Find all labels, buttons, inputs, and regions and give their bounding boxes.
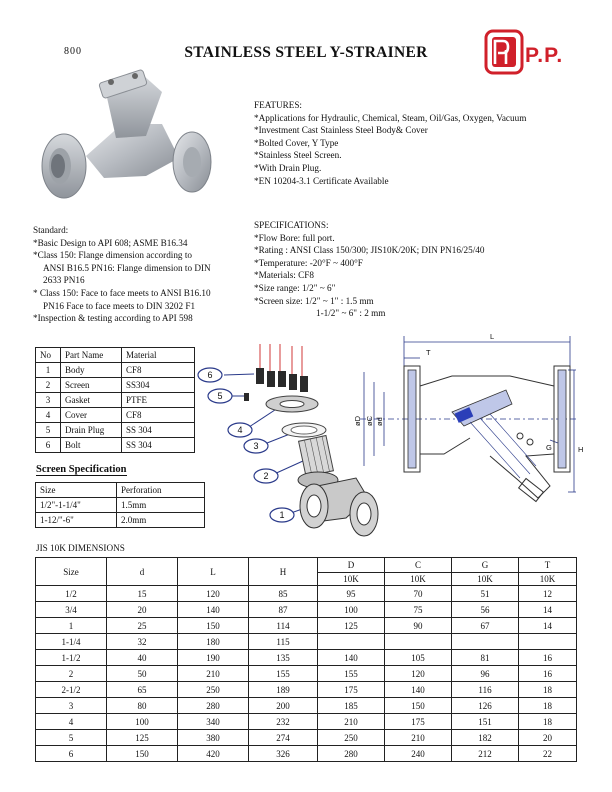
table-cell: 200 bbox=[249, 698, 318, 714]
table-cell: 5 bbox=[36, 423, 61, 438]
screen-spec-table bbox=[35, 482, 205, 528]
table-header-cell: No bbox=[36, 348, 61, 363]
table-cell: 189 bbox=[249, 682, 318, 698]
table-cell: 5 bbox=[36, 730, 107, 746]
table-cell: 1-12/"-6" bbox=[36, 513, 117, 528]
table-cell: 155 bbox=[318, 666, 385, 682]
table-cell: 180 bbox=[178, 634, 249, 650]
feature-item: *Stainless Steel Screen. bbox=[254, 150, 342, 161]
table-cell: 150 bbox=[107, 746, 178, 762]
table-cell: 3/4 bbox=[36, 602, 107, 618]
table-cell: 100 bbox=[318, 602, 385, 618]
callout-4: 4 bbox=[237, 425, 243, 435]
features-heading: FEATURES: bbox=[254, 100, 302, 110]
dim-label-g: G bbox=[546, 443, 552, 452]
dim-label-D: øD bbox=[353, 416, 362, 426]
table-header-cell: d bbox=[107, 558, 178, 586]
spec-line: *Screen size: 1/2" ~ 1" : 1.5 mm bbox=[254, 295, 374, 306]
table-cell: 96 bbox=[452, 666, 519, 682]
table-cell: 210 bbox=[318, 714, 385, 730]
table-cell: 2-1/2 bbox=[36, 682, 107, 698]
table-cell: 22 bbox=[519, 746, 577, 762]
spec-line: *Flow Bore: full port. bbox=[254, 232, 335, 243]
table-cell: 1/2"-1-1/4" bbox=[36, 498, 117, 513]
standard-line: *Class 150: Flange dimension according to bbox=[33, 250, 192, 261]
table-row bbox=[36, 513, 205, 528]
table-header-cell: D bbox=[318, 558, 385, 573]
table-cell: 126 bbox=[452, 698, 519, 714]
screen-spec-title: Screen Specification bbox=[36, 464, 127, 475]
table-row bbox=[36, 730, 577, 746]
table-cell: 125 bbox=[318, 618, 385, 634]
table-cell: 280 bbox=[178, 698, 249, 714]
feature-item: *EN 10204-3.1 Certificate Available bbox=[254, 175, 389, 186]
table-cell: 190 bbox=[178, 650, 249, 666]
spec-line: *Materials: CF8 bbox=[254, 270, 314, 281]
table-cell: 135 bbox=[249, 650, 318, 666]
table-cell: 6 bbox=[36, 746, 107, 762]
table-cell: 80 bbox=[107, 698, 178, 714]
table-cell: 326 bbox=[249, 746, 318, 762]
table-row bbox=[36, 634, 577, 650]
table-row bbox=[36, 438, 195, 453]
table-cell: 420 bbox=[178, 746, 249, 762]
table-cell: 250 bbox=[178, 682, 249, 698]
table-cell: 120 bbox=[178, 586, 249, 602]
table-cell: 75 bbox=[385, 602, 452, 618]
spec-line: *Temperature: -20°F ~ 400°F bbox=[254, 257, 363, 268]
table-cell: 1.5mm bbox=[117, 498, 205, 513]
table-cell: 1 bbox=[36, 363, 61, 378]
table-header-cell: Material bbox=[122, 348, 195, 363]
table-cell: 3 bbox=[36, 698, 107, 714]
table-cell: Screen bbox=[61, 378, 122, 393]
table-cell: 15 bbox=[107, 586, 178, 602]
table-cell: 12 bbox=[519, 586, 577, 602]
table-cell: 18 bbox=[519, 714, 577, 730]
table-cell: 18 bbox=[519, 682, 577, 698]
table-row bbox=[36, 698, 577, 714]
table-cell: 65 bbox=[107, 682, 178, 698]
spec-line: *Rating : ANSI Class 150/300; JIS10K/20K; DIN PN16/25/40 bbox=[254, 245, 485, 256]
table-cell: 182 bbox=[452, 730, 519, 746]
table-cell: 4 bbox=[36, 714, 107, 730]
table-cell: 2 bbox=[36, 378, 61, 393]
table-cell: 32 bbox=[107, 634, 178, 650]
table-cell: 16 bbox=[519, 650, 577, 666]
table-cell: 95 bbox=[318, 586, 385, 602]
table-cell: 70 bbox=[385, 586, 452, 602]
table-cell: SS304 bbox=[122, 378, 195, 393]
table-header-cell: G bbox=[452, 558, 519, 573]
table-row bbox=[36, 363, 195, 378]
callout-3: 3 bbox=[253, 441, 259, 451]
table-cell: CF8 bbox=[122, 363, 195, 378]
table-cell bbox=[385, 634, 452, 650]
table-cell: 20 bbox=[107, 602, 178, 618]
feature-item: *Investment Cast Stainless Steel Body& Cover bbox=[254, 125, 428, 136]
table-header-cell: C bbox=[385, 558, 452, 573]
callout-6: 6 bbox=[207, 370, 213, 380]
table-cell: 20 bbox=[519, 730, 577, 746]
specifications-block bbox=[254, 219, 484, 320]
dimensions-table bbox=[35, 557, 577, 762]
table-subheader-cell: 10K bbox=[452, 573, 519, 586]
table-cell: 40 bbox=[107, 650, 178, 666]
table-header-cell: Part Name bbox=[61, 348, 122, 363]
table-cell bbox=[318, 634, 385, 650]
parts-table bbox=[35, 347, 195, 453]
standard-line: * Class 150: Face to face meets to ANSI B16.10 bbox=[33, 287, 211, 298]
table-cell: 87 bbox=[249, 602, 318, 618]
table-subheader-cell: 10K bbox=[385, 573, 452, 586]
table-cell: 150 bbox=[385, 698, 452, 714]
table-row bbox=[36, 393, 195, 408]
callout-1: 1 bbox=[279, 510, 285, 520]
table-cell: 232 bbox=[249, 714, 318, 730]
table-cell: Bolt bbox=[61, 438, 122, 453]
table-row bbox=[36, 714, 577, 730]
dimensions-title: JIS 10K DIMENSIONS bbox=[36, 543, 125, 553]
table-cell: 14 bbox=[519, 618, 577, 634]
table-cell: 4 bbox=[36, 408, 61, 423]
table-cell: 1-1/2 bbox=[36, 650, 107, 666]
table-cell: 116 bbox=[452, 682, 519, 698]
table-cell: 18 bbox=[519, 698, 577, 714]
table-cell: 274 bbox=[249, 730, 318, 746]
table-header-cell: T bbox=[519, 558, 577, 573]
table-cell: 2.0mm bbox=[117, 513, 205, 528]
table-cell: 105 bbox=[385, 650, 452, 666]
spec-line: 1-1/2" ~ 6" : 2 mm bbox=[316, 308, 386, 319]
table-row bbox=[36, 602, 577, 618]
table-subheader-cell: 10K bbox=[318, 573, 385, 586]
table-header-cell: H bbox=[249, 558, 318, 586]
table-cell: 90 bbox=[385, 618, 452, 634]
table-cell: 210 bbox=[178, 666, 249, 682]
table-cell: 175 bbox=[318, 682, 385, 698]
dim-label-t: T bbox=[426, 348, 431, 357]
table-cell: PTFE bbox=[122, 393, 195, 408]
dim-label-h: H bbox=[578, 445, 584, 454]
table-header-cell: Size bbox=[36, 558, 107, 586]
table-header-row bbox=[36, 348, 195, 363]
dim-label-d: ød bbox=[375, 417, 384, 426]
table-cell: 16 bbox=[519, 666, 577, 682]
table-header-cell: L bbox=[178, 558, 249, 586]
features-block bbox=[254, 99, 526, 187]
table-subheader-cell: 10K bbox=[519, 573, 577, 586]
table-cell: 185 bbox=[318, 698, 385, 714]
feature-item: *With Drain Plug. bbox=[254, 162, 322, 173]
table-cell: 212 bbox=[452, 746, 519, 762]
feature-item: *Applications for Hydraulic, Chemical, Steam, Oil/Gas, Oxygen, Vacuum bbox=[254, 112, 527, 123]
table-cell: 280 bbox=[318, 746, 385, 762]
table-cell: 85 bbox=[249, 586, 318, 602]
table-cell: 67 bbox=[452, 618, 519, 634]
table-cell: 340 bbox=[178, 714, 249, 730]
table-cell: 1-1/4 bbox=[36, 634, 107, 650]
table-cell: SS 304 bbox=[122, 438, 195, 453]
table-row bbox=[36, 618, 577, 634]
table-cell: 14 bbox=[519, 602, 577, 618]
table-cell: SS 304 bbox=[122, 423, 195, 438]
table-cell: 175 bbox=[385, 714, 452, 730]
table-cell: Drain Plug bbox=[61, 423, 122, 438]
standard-line: 2633 PN16 bbox=[43, 275, 85, 286]
table-cell: CF8 bbox=[122, 408, 195, 423]
table-cell: 151 bbox=[452, 714, 519, 730]
standard-line: PN16 Face to face meets to DIN 3202 F1 bbox=[43, 300, 196, 311]
spec-line: *Size range: 1/2" ~ 6" bbox=[254, 282, 336, 293]
model-code: 800 bbox=[64, 46, 82, 57]
strainer-photo bbox=[34, 66, 214, 206]
table-cell: 140 bbox=[385, 682, 452, 698]
table-row bbox=[36, 666, 577, 682]
page-title: STAINLESS STEEL Y-STRAINER bbox=[184, 44, 428, 61]
table-cell: 50 bbox=[107, 666, 178, 682]
table-cell: 120 bbox=[385, 666, 452, 682]
sectional-drawing bbox=[340, 330, 584, 520]
table-cell: 2 bbox=[36, 666, 107, 682]
table-cell: 140 bbox=[178, 602, 249, 618]
standard-heading: Standard: bbox=[33, 225, 69, 235]
table-row bbox=[36, 408, 195, 423]
callout-5: 5 bbox=[217, 391, 223, 401]
callout-2: 2 bbox=[263, 471, 269, 481]
dimensions-body bbox=[36, 586, 577, 762]
table-row bbox=[36, 746, 577, 762]
table-cell: 150 bbox=[178, 618, 249, 634]
dim-label-C: øC bbox=[365, 416, 374, 426]
table-header-cell: Perforation bbox=[117, 483, 205, 498]
feature-item: *Bolted Cover, Y Type bbox=[254, 137, 339, 148]
table-cell: 25 bbox=[107, 618, 178, 634]
table-cell: 115 bbox=[249, 634, 318, 650]
standard-line: *Inspection & testing according to API 598 bbox=[33, 313, 193, 324]
table-cell: 56 bbox=[452, 602, 519, 618]
table-cell: 155 bbox=[249, 666, 318, 682]
table-cell: Cover bbox=[61, 408, 122, 423]
table-row bbox=[36, 650, 577, 666]
standard-line: ANSI B16.5 PN16: Flange dimension to DIN bbox=[43, 262, 211, 273]
table-cell: 114 bbox=[249, 618, 318, 634]
table-cell: Gasket bbox=[61, 393, 122, 408]
table-cell: 1/2 bbox=[36, 586, 107, 602]
table-header-row bbox=[36, 558, 577, 573]
table-cell: 250 bbox=[318, 730, 385, 746]
table-cell: 6 bbox=[36, 438, 61, 453]
table-cell: 51 bbox=[452, 586, 519, 602]
table-header-cell: Size bbox=[36, 483, 117, 498]
table-cell: 100 bbox=[107, 714, 178, 730]
table-row bbox=[36, 378, 195, 393]
table-cell bbox=[452, 634, 519, 650]
standard-block bbox=[33, 224, 211, 325]
table-cell: 125 bbox=[107, 730, 178, 746]
table-cell: 240 bbox=[385, 746, 452, 762]
table-cell: 380 bbox=[178, 730, 249, 746]
table-header-row bbox=[36, 483, 205, 498]
table-row bbox=[36, 423, 195, 438]
brand-name: P.P. bbox=[525, 44, 564, 67]
table-cell: 1 bbox=[36, 618, 107, 634]
table-cell: 3 bbox=[36, 393, 61, 408]
dim-label-l: L bbox=[490, 332, 495, 341]
table-row bbox=[36, 498, 205, 513]
table-row bbox=[36, 682, 577, 698]
specifications-heading: SPECIFICATIONS: bbox=[254, 220, 329, 230]
table-cell: Body bbox=[61, 363, 122, 378]
table-cell bbox=[519, 634, 577, 650]
standard-line: *Basic Design to API 608; ASME B16.34 bbox=[33, 237, 188, 248]
table-cell: 140 bbox=[318, 650, 385, 666]
table-row bbox=[36, 586, 577, 602]
table-cell: 81 bbox=[452, 650, 519, 666]
table-cell: 210 bbox=[385, 730, 452, 746]
